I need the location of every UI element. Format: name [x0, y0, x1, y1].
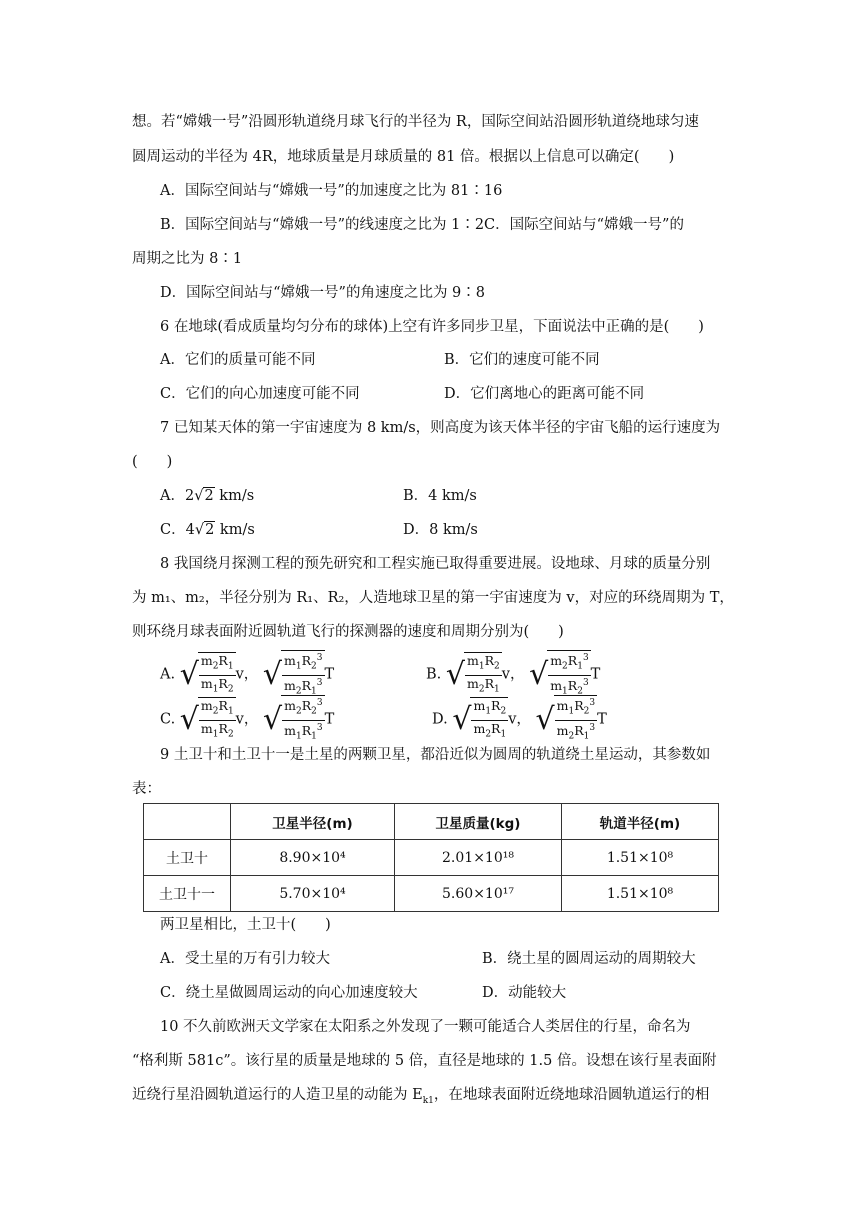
q8-option-c-v: v， [235, 711, 259, 728]
q10-line-3 [132, 1085, 709, 1111]
q8-option-d-v: v， [508, 711, 531, 728]
sqrt-symbol: √ $\frac{m_2R_1^3}{m_1R_2^3}$ [529, 650, 591, 699]
intro-line-1: 想。若“嫦娥一号”沿圆形轨道绕月球飞行的半径为 R，国际空间站沿圆形轨道绕地球匀速 [132, 114, 699, 130]
q8-option-b-v: v， [501, 666, 525, 683]
q9-option-a: A．受土星的万有引力较大 [160, 951, 330, 967]
sqrt-symbol: √2 [194, 522, 215, 538]
table-header-row [144, 804, 719, 840]
q7-option-a [160, 486, 254, 506]
q5-option-c-cont: 周期之比为 8∶1 [132, 251, 243, 267]
table-row [144, 840, 719, 876]
q9-option-b: B．绕土星的圆周运动的周期较大 [482, 951, 696, 967]
q9-stem-2: 表： [132, 781, 161, 797]
q8-line-2: 为 m₁、m₂，半径分别为 R₁、R₂，人造地球卫星的第一宇宙速度为 v，对应的环绕周期为 T， [132, 590, 734, 606]
satellite-table [143, 803, 719, 912]
q10-line-3-sub: k1 [422, 1095, 434, 1106]
q10-line-1: 10 不久前欧洲天文学家在太阳系之外发现了一颗可能适合人类居住的行星，命名为 [160, 1019, 691, 1035]
sqrt-symbol: √ $\frac{m_1R_2^3}{m_2R_1^3}$ [263, 650, 325, 699]
q7-option-a-label: A．2 [160, 488, 195, 504]
q7-option-c-unit: km/s [215, 522, 255, 538]
q8-option-d [432, 695, 607, 744]
q8-option-a-label: A. [160, 666, 176, 683]
q8-line-1: 8 我国绕月探测工程的预先研究和工程实施已取得重要进展。设地球、月球的质量分别 [160, 556, 711, 572]
table-cell: 1.51×10⁸ [562, 876, 719, 912]
q8-option-c-t: T [324, 711, 335, 728]
q7-option-a-radicand: 2 [204, 488, 214, 504]
table-cell: 土卫十一 [144, 876, 231, 912]
q8-option-b-label: B. [426, 666, 442, 683]
q7-option-c-radicand: 2 [205, 522, 215, 538]
table-cell: 8.90×10⁴ [231, 840, 395, 876]
intro-line-2: 圆周运动的半径为 4R，地球质量是月球质量的 81 倍。根据以上信息可以确定( ) [132, 149, 675, 165]
q5-option-b: B．国际空间站与“嫦娥一号”的线速度之比为 1∶2C．国际空间站与“嫦娥一号”的 [160, 217, 684, 233]
table-cell: 2.01×10¹⁸ [395, 840, 562, 876]
table-cell: 5.70×10⁴ [231, 876, 395, 912]
sqrt-symbol: √ $\frac{m_1R_2^3}{m_2R_1^3}$ [536, 695, 598, 744]
table-cell: 1.51×10⁸ [562, 840, 719, 876]
table-header-cell: 卫星半径(m) [231, 804, 395, 840]
table-header-cell [144, 804, 231, 840]
q8-option-a [160, 650, 334, 699]
q8-line-3: 则环绕月球表面附近圆轨道飞行的探测器的速度和周期分别为( ) [132, 624, 564, 640]
q10-line-3-text: 近绕行星沿圆轨道运行的人造卫星的动能为 E [132, 1087, 423, 1103]
sqrt-symbol: √ $\frac{m_1R_2}{m_2R_1}$ [452, 697, 508, 742]
table-header-cell: 轨道半径(m) [562, 804, 719, 840]
sqrt-symbol: √ $\frac{m_2R_1}{m_1R_2}$ [180, 652, 236, 697]
q5-option-a: A．国际空间站与“嫦娥一号”的加速度之比为 81∶16 [160, 183, 503, 199]
q7-option-d: D．8 km/s [403, 522, 478, 538]
q10-line-2: “格利斯 581c”。该行星的质量是地球的 5 倍，直径是地球的 1.5 倍。设想在该行星表面附 [132, 1053, 717, 1069]
q8-option-c [160, 695, 334, 744]
q8-option-b-t: T [590, 666, 601, 683]
table-cell: 土卫十 [144, 840, 231, 876]
q8-option-d-t: T [597, 711, 607, 728]
q8-option-a-v: v， [235, 666, 259, 683]
q9-compare: 两卫星相比，土卫十( ) [160, 917, 331, 933]
q7-option-b: B．4 km/s [403, 488, 477, 504]
q6-option-b: B．它们的速度可能不同 [444, 352, 600, 368]
q8-option-c-label: C. [160, 711, 176, 728]
sqrt-symbol: √ $\frac{m_2R_2^3}{m_1R_1^3}$ [263, 695, 325, 744]
q6-option-c: C．它们的向心加速度可能不同 [160, 386, 360, 402]
sqrt-symbol: √ $\frac{m_2R_1}{m_1R_2}$ [180, 697, 236, 742]
q7-option-c-label: C．4 [160, 522, 195, 538]
q10-line-3-end: ，在地球表面附近绕地球沿圆轨道运行的相 [433, 1087, 710, 1103]
table-cell: 5.60×10¹⁷ [395, 876, 562, 912]
q8-option-b [426, 650, 600, 699]
q7-option-c [160, 520, 255, 540]
q9-option-c: C．绕土星做圆周运动的向心加速度较大 [160, 985, 418, 1001]
q6-option-d: D．它们离地心的距离可能不同 [444, 386, 645, 402]
table-row [144, 876, 719, 912]
q7-option-a-unit: km/s [214, 488, 255, 504]
q9-option-d: D．动能较大 [482, 985, 567, 1001]
table-header-cell: 卫星质量(kg) [395, 804, 562, 840]
q6-option-a: A．它们的质量可能不同 [160, 352, 316, 368]
sqrt-symbol: √ $\frac{m_1R_2}{m_2R_1}$ [446, 652, 502, 697]
q5-option-d: D．国际空间站与“嫦娥一号”的角速度之比为 9∶8 [160, 285, 486, 301]
q8-option-a-t: T [324, 666, 335, 683]
q6-stem: 6 在地球(看成质量均匀分布的球体)上空有许多同步卫星，下面说法中正确的是( ) [160, 319, 704, 335]
q8-option-d-label: D. [432, 711, 448, 728]
q7-paren: ( ) [132, 454, 173, 470]
q9-stem-1: 9 土卫十和土卫十一是土星的两颗卫星，都沿近似为圆周的轨道绕土星运动，其参数如 [160, 747, 711, 763]
q7-stem: 7 已知某天体的第一宇宙速度为 8 km/s，则高度为该天体半径的宇宙飞船的运行速度为 [160, 420, 721, 436]
sqrt-symbol: √2 [194, 488, 214, 504]
